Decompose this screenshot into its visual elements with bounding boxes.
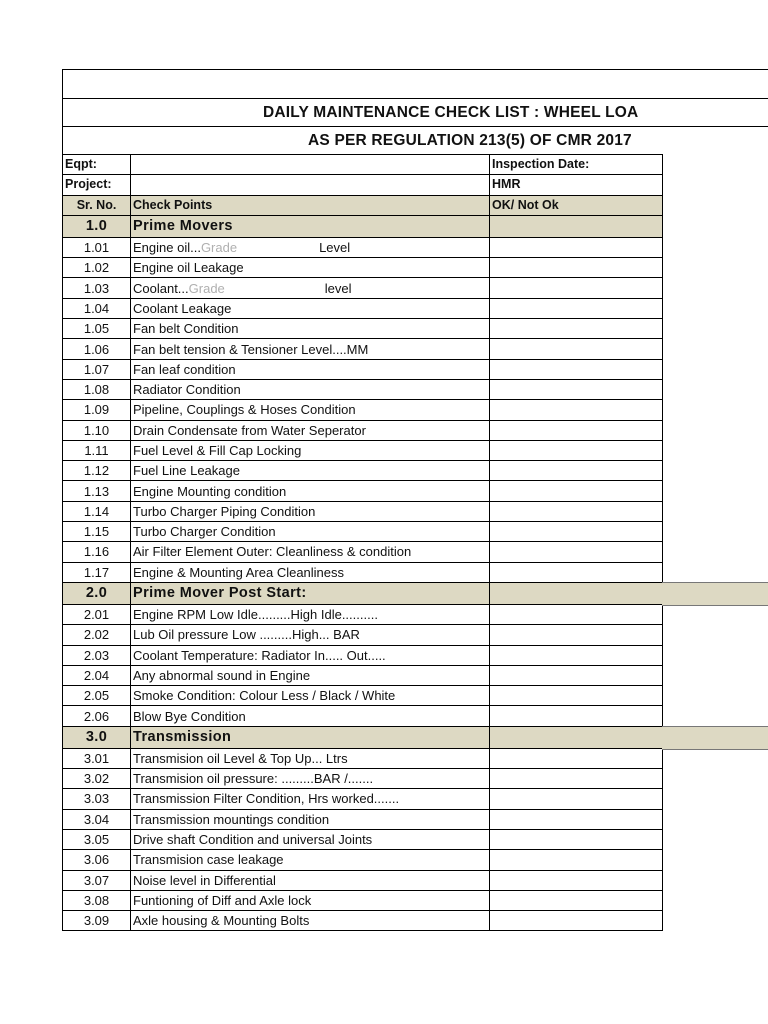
check-point-text: Pipeline, Couplings & Hoses Condition: [133, 402, 356, 418]
item-number: 1.01: [63, 237, 131, 257]
check-point-cell: [131, 400, 490, 420]
checklist-row: [63, 625, 663, 645]
project-label: Project:: [63, 175, 131, 195]
check-point-cell: [131, 501, 490, 521]
status-cell[interactable]: [490, 850, 663, 870]
checklist-row: [63, 501, 663, 521]
check-point-text: Smoke Condition: Colour Less / Black / White: [133, 688, 396, 704]
check-point-text: Transmision oil pressure: .........BAR /.......: [133, 771, 374, 787]
checklist-sheet: [62, 69, 768, 931]
check-point-cell: [131, 665, 490, 685]
section-status-cell: [490, 215, 663, 237]
item-number: 2.02: [63, 625, 131, 645]
check-point-cell: [131, 850, 490, 870]
checklist-row: [63, 400, 663, 420]
item-number: 2.05: [63, 686, 131, 706]
checklist-row: [63, 481, 663, 501]
status-cell[interactable]: [490, 665, 663, 685]
item-number: 1.06: [63, 339, 131, 359]
item-number: 1.13: [63, 481, 131, 501]
check-point-cell: [131, 789, 490, 809]
check-point-text: Turbo Charger Condition: [133, 524, 276, 540]
section-band-extension: [662, 726, 768, 750]
check-point-text: Air Filter Element Outer: Cleanliness & condition: [133, 544, 412, 560]
item-number: 1.11: [63, 440, 131, 460]
check-point-text: Drain Condensate from Water Seperator: [133, 422, 366, 438]
check-point-cell: [131, 359, 490, 379]
status-cell[interactable]: [490, 461, 663, 481]
status-cell[interactable]: [490, 339, 663, 359]
check-point-text: Transmission Filter Condition, Hrs worked.......: [133, 791, 400, 807]
status-cell[interactable]: [490, 911, 663, 931]
checklist-row: [63, 911, 663, 931]
status-cell[interactable]: [490, 789, 663, 809]
item-number: 1.05: [63, 319, 131, 339]
status-cell[interactable]: [490, 748, 663, 768]
status-cell[interactable]: [490, 706, 663, 726]
checklist-row: [63, 829, 663, 849]
hmr-label: HMR: [490, 175, 663, 195]
section-title: Prime Movers: [131, 215, 490, 237]
check-point-text: Axle housing & Mounting Bolts: [133, 913, 310, 929]
title-row-2: [62, 126, 768, 154]
status-cell[interactable]: [490, 440, 663, 460]
check-point-cell: [131, 440, 490, 460]
check-point-text: Drive shaft Condition and universal Joints: [133, 832, 373, 848]
item-number: 1.16: [63, 542, 131, 562]
item-number: 1.08: [63, 379, 131, 399]
check-point-cell: [131, 748, 490, 768]
check-point-cell: [131, 562, 490, 582]
status-cell[interactable]: [490, 542, 663, 562]
section-band-extension: [662, 582, 768, 606]
level-text: Level: [319, 240, 351, 256]
header-check-points: Check Points: [131, 195, 490, 215]
project-value-cell[interactable]: [131, 175, 490, 195]
check-point-cell: [131, 542, 490, 562]
inspection-date-label: Inspection Date:: [490, 155, 663, 175]
item-number: 1.14: [63, 501, 131, 521]
check-point-text: Radiator Condition: [133, 382, 241, 398]
check-point-text: Noise level in Differential: [133, 872, 276, 888]
section-status-cell: [490, 582, 663, 604]
check-point-cell: [131, 706, 490, 726]
check-point-text: Coolant Temperature: Radiator In..... Out.....: [133, 647, 386, 663]
checklist-row: [63, 542, 663, 562]
item-number: 3.02: [63, 769, 131, 789]
checklist-row: [63, 870, 663, 890]
check-point-text: Engine & Mounting Area Cleanliness: [133, 564, 345, 580]
checklist-row: [63, 339, 663, 359]
status-cell[interactable]: [490, 625, 663, 645]
header-row: [63, 195, 663, 215]
item-number: 3.04: [63, 809, 131, 829]
item-number: 1.17: [63, 562, 131, 582]
item-number: 1.09: [63, 400, 131, 420]
item-number: 1.12: [63, 461, 131, 481]
check-point-cell: [131, 278, 490, 298]
status-cell[interactable]: [490, 604, 663, 624]
check-point-text: Any abnormal sound in Engine: [133, 667, 311, 683]
status-cell[interactable]: [490, 420, 663, 440]
eqpt-label: Eqpt:: [63, 155, 131, 175]
checklist-row: [63, 769, 663, 789]
checklist-row: [63, 319, 663, 339]
check-point-text: Lub Oil pressure Low .........High... BAR: [133, 627, 360, 643]
status-cell[interactable]: [490, 237, 663, 257]
title-row-1: [62, 98, 768, 126]
item-number: 1.04: [63, 298, 131, 318]
item-number: 2.03: [63, 645, 131, 665]
checklist-row: [63, 809, 663, 829]
check-point-cell: [131, 379, 490, 399]
item-number: 3.01: [63, 748, 131, 768]
item-number: 1.03: [63, 278, 131, 298]
check-point-text: Fan belt tension & Tensioner Level....MM: [133, 341, 369, 357]
check-point-text: Transmission mountings condition: [133, 811, 330, 827]
status-cell[interactable]: [490, 379, 663, 399]
status-cell[interactable]: [490, 501, 663, 521]
status-cell[interactable]: [490, 298, 663, 318]
status-cell[interactable]: [490, 829, 663, 849]
checklist-row: [63, 890, 663, 910]
checklist-row: [63, 789, 663, 809]
check-point-cell: [131, 911, 490, 931]
checklist-row: [63, 645, 663, 665]
status-cell[interactable]: [490, 769, 663, 789]
check-point-cell: [131, 258, 490, 278]
check-point-text: Engine Mounting condition: [133, 483, 287, 499]
checklist-row: [63, 562, 663, 582]
check-point-cell: [131, 645, 490, 665]
section-number: 2.0: [63, 582, 131, 604]
check-point-cell: [131, 420, 490, 440]
checklist-row: [63, 706, 663, 726]
check-point-cell: [131, 237, 490, 257]
checklist-row: [63, 522, 663, 542]
info-row-project: [63, 175, 663, 195]
check-point-cell: [131, 870, 490, 890]
status-cell[interactable]: [490, 481, 663, 501]
level-text: level: [324, 280, 352, 296]
check-point-text: Turbo Charger Piping Condition: [133, 503, 316, 519]
section-row: [63, 582, 663, 604]
sheet-subtitle: AS PER REGULATION 213(5) OF CMR 2017: [308, 131, 632, 149]
status-cell[interactable]: [490, 809, 663, 829]
check-point-cell: [131, 829, 490, 849]
checklist-row: [63, 420, 663, 440]
item-number: 1.10: [63, 420, 131, 440]
check-point-cell: [131, 809, 490, 829]
grade-placeholder: Grade: [200, 240, 238, 256]
item-number: 3.06: [63, 850, 131, 870]
check-point-text: Engine oil Leakage: [133, 260, 244, 276]
checklist-row: [63, 359, 663, 379]
grade-placeholder: Grade: [188, 280, 225, 296]
check-point-text: Fan leaf condition: [133, 361, 236, 377]
checklist-row: [63, 278, 663, 298]
status-cell[interactable]: [490, 278, 663, 298]
status-cell[interactable]: [490, 359, 663, 379]
item-number: 2.01: [63, 604, 131, 624]
info-row-eqpt: [63, 155, 663, 175]
item-number: 3.05: [63, 829, 131, 849]
check-point-text: Blow Bye Condition: [133, 708, 246, 724]
section-row: [63, 726, 663, 748]
check-point-cell: [131, 604, 490, 624]
check-point-cell: [131, 686, 490, 706]
item-number: 3.09: [63, 911, 131, 931]
status-cell[interactable]: [490, 890, 663, 910]
check-point-cell: [131, 298, 490, 318]
item-number: 3.07: [63, 870, 131, 890]
checklist-table: [62, 154, 663, 931]
item-number: 1.07: [63, 359, 131, 379]
checklist-row: [63, 850, 663, 870]
check-point-cell: [131, 890, 490, 910]
checklist-row: [63, 258, 663, 278]
check-point-text: Funtioning of Diff and Axle lock: [133, 892, 312, 908]
header-sr-no: Sr. No.: [63, 195, 131, 215]
item-number: 1.02: [63, 258, 131, 278]
item-number: 1.15: [63, 522, 131, 542]
checklist-row: [63, 379, 663, 399]
check-point-cell: [131, 461, 490, 481]
check-point-text: Engine RPM Low Idle.........High Idle..........: [133, 607, 378, 623]
checklist-row: [63, 748, 663, 768]
status-cell[interactable]: [490, 645, 663, 665]
check-point-cell: [131, 339, 490, 359]
check-point-cell: [131, 522, 490, 542]
check-point-text: Transmision case leakage: [133, 852, 284, 868]
check-point-cell: [131, 319, 490, 339]
status-cell[interactable]: [490, 400, 663, 420]
section-row: [63, 215, 663, 237]
item-number: 3.03: [63, 789, 131, 809]
section-title: Transmission: [131, 726, 490, 748]
status-cell[interactable]: [490, 258, 663, 278]
status-cell[interactable]: [490, 522, 663, 542]
check-point-cell: [131, 769, 490, 789]
check-point-text: Transmision oil Level & Top Up... Ltrs: [133, 750, 348, 766]
blank-top-row: [62, 69, 768, 98]
checklist-row: [63, 604, 663, 624]
check-point-cell: [131, 625, 490, 645]
status-cell[interactable]: [490, 686, 663, 706]
header-status: OK/ Not Ok: [490, 195, 663, 215]
section-number: 3.0: [63, 726, 131, 748]
check-point-text: Coolant...: [133, 280, 189, 296]
check-point-cell: [131, 481, 490, 501]
check-point-text: Engine oil...: [133, 240, 201, 256]
item-number: 3.08: [63, 890, 131, 910]
section-title: Prime Mover Post Start:: [131, 582, 490, 604]
eqpt-value-cell[interactable]: [131, 155, 490, 175]
status-cell[interactable]: [490, 870, 663, 890]
check-point-text: Coolant Leakage: [133, 300, 232, 316]
checklist-row: [63, 298, 663, 318]
check-point-text: Fuel Line Leakage: [133, 463, 240, 479]
checklist-row: [63, 440, 663, 460]
sheet-title: DAILY MAINTENANCE CHECK LIST : WHEEL LOA: [263, 103, 639, 121]
checklist-row: [63, 237, 663, 257]
check-point-text: Fan belt Condition: [133, 321, 239, 337]
check-point-text: Fuel Level & Fill Cap Locking: [133, 443, 302, 458]
checklist-row: [63, 665, 663, 685]
section-number: 1.0: [63, 215, 131, 237]
checklist-row: [63, 686, 663, 706]
checklist-row: [63, 461, 663, 481]
section-status-cell: [490, 726, 663, 748]
status-cell[interactable]: [490, 319, 663, 339]
status-cell[interactable]: [490, 562, 663, 582]
item-number: 2.04: [63, 665, 131, 685]
item-number: 2.06: [63, 706, 131, 726]
